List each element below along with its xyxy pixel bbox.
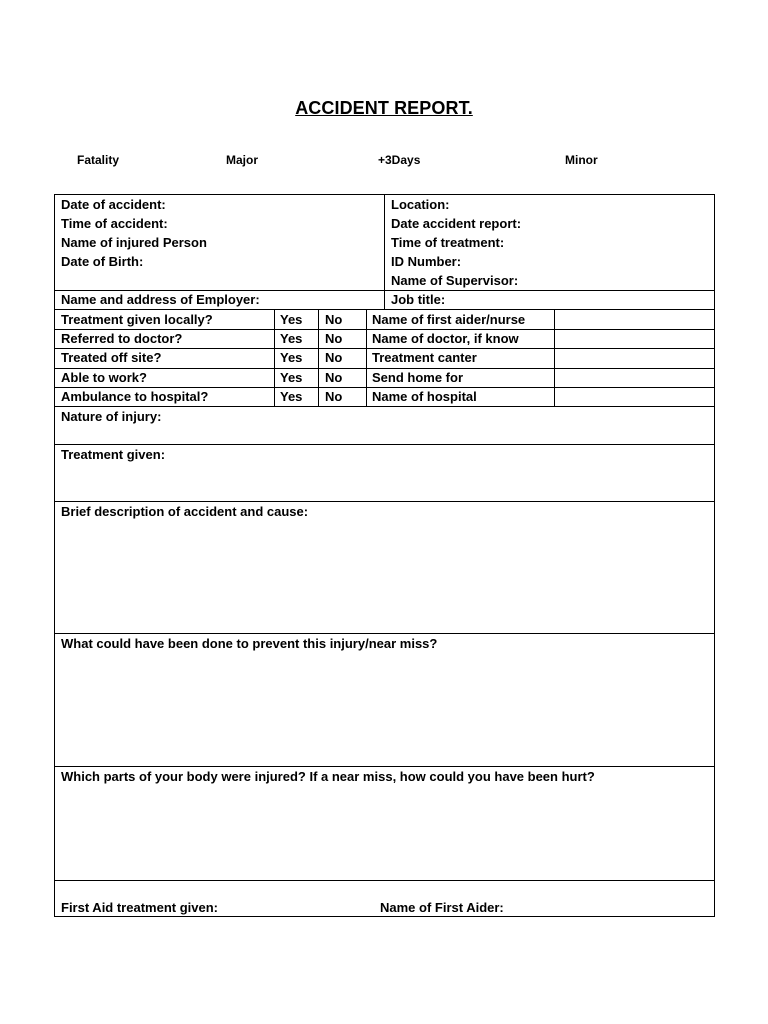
date-of-birth-label: Date of Birth:: [61, 254, 144, 269]
question-label: Ambulance to hospital?: [61, 389, 209, 404]
detail-label: Name of hospital: [372, 389, 477, 404]
page-title: ACCIDENT REPORT.: [295, 98, 473, 118]
yes-option: Yes: [280, 370, 303, 385]
question-label: Referred to doctor?: [61, 331, 183, 346]
divider: [318, 309, 319, 406]
body-parts-label: Which parts of your body were injured? If a near miss, how could you have been hurt?: [61, 769, 595, 784]
question-label: Treatment given locally?: [61, 312, 213, 327]
no-option: No: [325, 331, 343, 346]
description-label: Brief description of accident and cause:: [61, 504, 309, 519]
no-option: No: [325, 370, 343, 385]
detail-label: Send home for: [372, 370, 464, 385]
divider: [384, 195, 385, 310]
severity-minor: Minor: [565, 153, 598, 167]
yes-option: Yes: [280, 331, 303, 346]
no-option: No: [325, 389, 343, 404]
time-of-accident-label: Time of accident:: [61, 216, 168, 231]
yes-option: Yes: [280, 350, 303, 365]
date-report-label: Date accident report:: [391, 216, 522, 231]
yes-option: Yes: [280, 389, 303, 404]
accident-report-form: [54, 194, 715, 917]
job-title-label: Job title:: [391, 292, 446, 307]
no-option: No: [325, 312, 343, 327]
time-of-treatment-label: Time of treatment:: [391, 235, 505, 250]
supervisor-label: Name of Supervisor:: [391, 273, 519, 288]
detail-label: Name of first aider/nurse: [372, 312, 526, 327]
id-number-label: ID Number:: [391, 254, 462, 269]
nature-of-injury-label: Nature of injury:: [61, 409, 162, 424]
divider: [55, 880, 714, 881]
question-label: Treated off site?: [61, 350, 162, 365]
date-of-accident-label: Date of accident:: [61, 197, 166, 212]
injured-person-label: Name of injured Person: [61, 235, 207, 250]
first-aid-label: First Aid treatment given:: [61, 900, 218, 915]
divider: [274, 309, 275, 406]
question-label: Able to work?: [61, 370, 147, 385]
severity-3days: +3Days: [378, 153, 421, 167]
prevention-label: What could have been done to prevent this injury/near miss?: [61, 636, 438, 651]
employer-label: Name and address of Employer:: [61, 292, 260, 307]
detail-label: Name of doctor, if know: [372, 331, 519, 346]
yes-option: Yes: [280, 312, 303, 327]
severity-fatality: Fatality: [77, 153, 120, 167]
divider: [554, 309, 555, 406]
divider: [366, 309, 367, 406]
location-label: Location:: [391, 197, 450, 212]
first-aider-label: Name of First Aider:: [380, 900, 504, 915]
treatment-given-label: Treatment given:: [61, 447, 166, 462]
no-option: No: [325, 350, 343, 365]
detail-label: Treatment canter: [372, 350, 477, 365]
severity-major: Major: [226, 153, 259, 167]
